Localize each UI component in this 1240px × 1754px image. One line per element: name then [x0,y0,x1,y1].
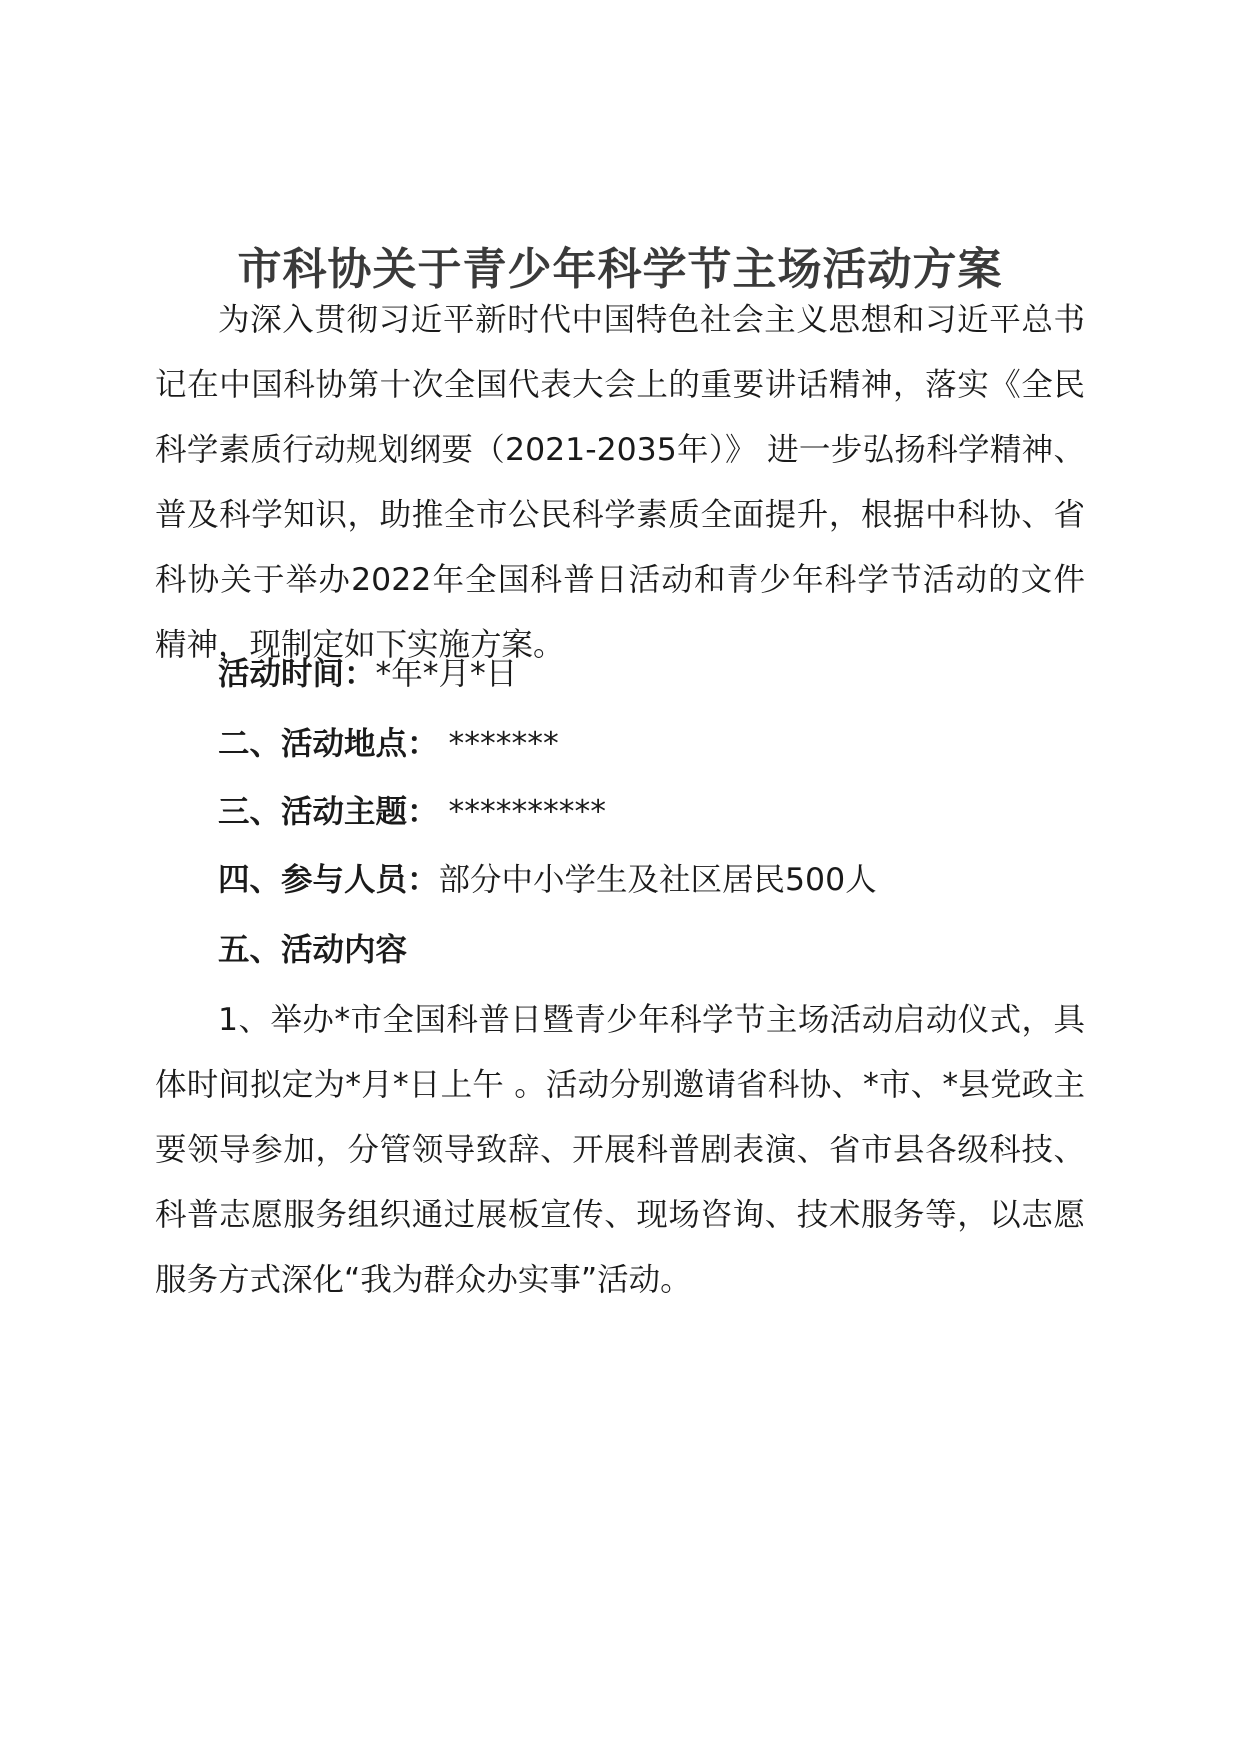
document-title: 市科协关于青少年科学节主场活动方案 [237,244,1003,295]
item-label: 三、活动主题： [218,794,439,830]
list-item-time [155,642,1085,712]
item-label: 活动时间： [218,656,376,692]
item-value: ********** [438,794,607,830]
item-value: 部分中小学生及社区居民500人 [438,862,877,898]
list-item-participants [155,848,1085,918]
intro-block [155,288,1085,678]
list-item-content-heading [155,918,1085,988]
item-label: 四、参与人员： [218,862,439,898]
item-label: 五、活动内容 [218,932,408,968]
item-list [155,642,1085,988]
item-label: 二、活动地点： [218,726,439,762]
content-paragraph-1: 1、举办*市全国科普日暨青少年科学节主场活动启动仪式，具体时间拟定为*月*日上午 。活动分别邀请省科协、*市、*县党政主要领导参加，分管领导致辞、开展科普剧表演、省市县各级科技、科普志愿服务组织通过展板宣传、现场咨询、技术服务等，以志愿服务方式深化“我为群众办实事”活动。 [155,1002,1085,1298]
content-block [155,988,1085,1313]
list-item-theme [155,780,1085,848]
list-item-location [155,712,1085,780]
item-value: ******* [438,726,559,762]
item-value: *年*月*日 [375,656,518,692]
intro-paragraph: 为深入贯彻习近平新时代中国特色社会主义思想和习近平总书记在中国科协第十次全国代表大会上的重要讲话精神，落实《全民科学素质行动规划纲要（2021-2035年）》 进一步弘扬科学精神、普及科学知识，助推全市公民科学素质全面提升，根据中科协、省科协关于举办2022年全国科普日活动和青少年科学节活动的文件精神，现制定如下实施方案。 [155,302,1085,663]
